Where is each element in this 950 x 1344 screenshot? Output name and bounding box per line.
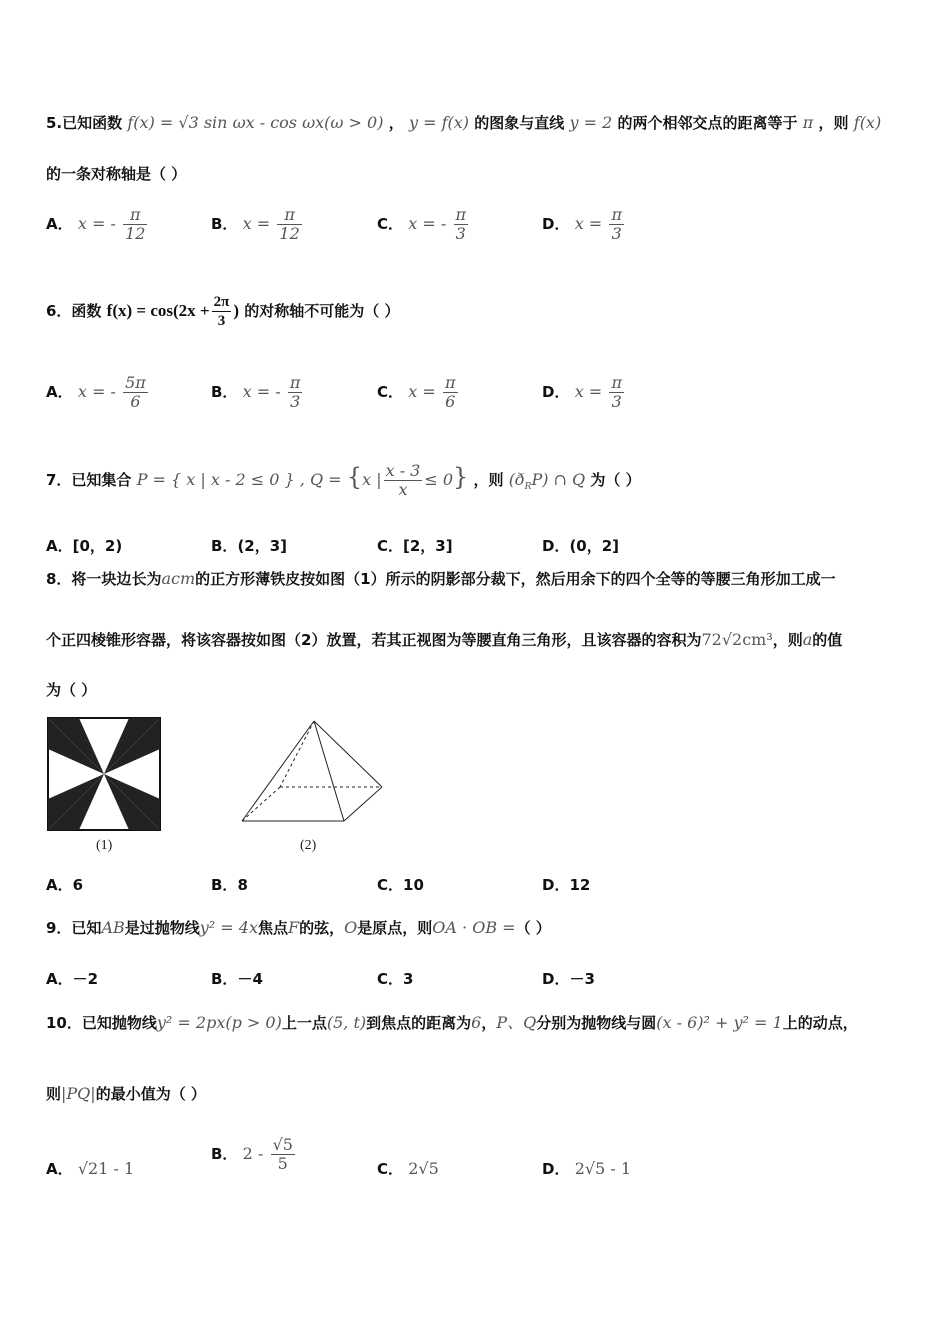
q8-text-1: 8．将一块边长为 bbox=[46, 570, 162, 588]
frac-den: 6 bbox=[445, 392, 456, 411]
q10-six: 6 bbox=[471, 1013, 482, 1032]
figure-2-caption: (2) bbox=[300, 838, 317, 853]
option-letter: B． bbox=[211, 970, 238, 988]
q10-circle: (x - 6)² + y² = 1 bbox=[656, 1013, 783, 1032]
q5-line1 bbox=[46, 113, 881, 133]
q8-text-4: ，则 bbox=[772, 631, 803, 649]
q5-function: f(x) = √3 sin ωx - cos ωx(ω > 0) bbox=[127, 113, 384, 132]
q6-option-a[interactable] bbox=[46, 374, 150, 411]
frac-den: 5 bbox=[277, 1154, 288, 1173]
q5-fx: f(x) bbox=[853, 113, 882, 132]
option-text: 3 bbox=[403, 970, 414, 988]
q6-option-b[interactable] bbox=[211, 374, 304, 411]
q10-abs-pq: |PQ| bbox=[61, 1084, 96, 1103]
frac-den: 3 bbox=[217, 313, 226, 329]
q10-option-c[interactable] bbox=[377, 1158, 439, 1179]
frac-num: π bbox=[123, 206, 147, 225]
option-lhs: x = bbox=[574, 382, 603, 401]
option-letter: B． bbox=[211, 215, 238, 233]
q9-text-2: 焦点 bbox=[258, 919, 289, 937]
frac-num: π bbox=[455, 205, 467, 224]
q5-option-d[interactable] bbox=[542, 206, 626, 243]
q7-line bbox=[46, 462, 641, 499]
frac-den: 3 bbox=[290, 392, 301, 411]
frac-den: 6 bbox=[130, 392, 141, 411]
q5-yfx: y = f(x) bbox=[408, 113, 469, 132]
option-letter: D． bbox=[542, 970, 570, 988]
q10-text-4: 分别为抛物线与圆 bbox=[536, 1014, 657, 1032]
figure-2-pyramid bbox=[238, 717, 388, 827]
q8-volume: 72√2cm³ bbox=[701, 630, 773, 649]
q6-function-lhs: f(x) = cos(2x + bbox=[106, 301, 210, 320]
q9-number-text: 9．已知 bbox=[46, 919, 102, 937]
q8-line1 bbox=[46, 569, 836, 589]
hidden-edge bbox=[280, 721, 314, 787]
q10-line1 bbox=[46, 1013, 858, 1033]
q8-text-3: 个正四棱锥形容器，将该容器按如图（2）放置，若其正视图为等腰直角三角形，且该容器的容积为 bbox=[46, 631, 702, 649]
option-lhs: x = - bbox=[77, 214, 116, 233]
option-letter: B． bbox=[211, 383, 238, 401]
q8-line3: 为（ ） bbox=[46, 681, 97, 699]
q10-text-5: 上的动点， bbox=[782, 1014, 858, 1032]
option-fraction bbox=[443, 374, 458, 411]
option-letter: C． bbox=[377, 876, 404, 894]
option-text: (2，3] bbox=[237, 537, 288, 555]
q9-option-a[interactable] bbox=[46, 968, 98, 989]
q6-line bbox=[46, 293, 399, 330]
option-letter: D． bbox=[542, 383, 570, 401]
option-lhs: x = bbox=[242, 214, 271, 233]
frac-den: 3 bbox=[611, 224, 622, 243]
q7-brace-right: } bbox=[453, 463, 469, 491]
q10-text-2: 到焦点的距离为 bbox=[366, 1014, 472, 1032]
q9-parabola: y² = 4x bbox=[199, 918, 258, 937]
q8-a: a bbox=[802, 630, 813, 649]
q10-text-1: 上一点 bbox=[281, 1014, 327, 1032]
option-letter: A． bbox=[46, 970, 73, 988]
q7-number-text: 7．已知集合 bbox=[46, 471, 132, 489]
q7-expr2: P) ∩ Q bbox=[531, 470, 586, 489]
q5-text-1: 的图象与直线 bbox=[474, 114, 565, 132]
q7-suffix: 为（ ） bbox=[590, 471, 641, 489]
q9-text-1: 是过抛物线 bbox=[124, 919, 200, 937]
option-letter: A． bbox=[46, 383, 73, 401]
option-text: [2，3] bbox=[403, 537, 453, 555]
option-text: [0，2) bbox=[72, 537, 123, 555]
option-fraction bbox=[123, 206, 147, 243]
option-letter: B． bbox=[211, 876, 238, 894]
q8-text-5: 的值 bbox=[812, 631, 843, 649]
option-letter: B． bbox=[211, 1145, 238, 1163]
q5-option-a[interactable] bbox=[46, 206, 149, 243]
q5-pi: π bbox=[802, 113, 814, 132]
q10-number-text: 10．已知抛物线 bbox=[46, 1014, 157, 1032]
q5-option-b[interactable] bbox=[211, 206, 304, 243]
q9-f: F bbox=[288, 918, 300, 937]
q7-set-q-left: x | bbox=[362, 470, 382, 489]
q10-pq: P、Q bbox=[496, 1013, 537, 1032]
q6-function-rhs: ) bbox=[233, 301, 239, 320]
q6-suffix: 的对称轴不可能为（ ） bbox=[244, 302, 400, 320]
figure-1-square bbox=[47, 717, 161, 831]
q10-point: (5, t) bbox=[326, 1013, 367, 1032]
q7-option-b[interactable] bbox=[211, 535, 287, 556]
q6-number-text: 6．函数 bbox=[46, 302, 102, 320]
option-letter: D． bbox=[542, 1160, 570, 1178]
q9-option-c[interactable] bbox=[377, 968, 413, 989]
q5-text-2: 的两个相邻交点的距离等于 bbox=[617, 114, 798, 132]
q7-option-a[interactable] bbox=[46, 535, 122, 556]
option-text: 10 bbox=[403, 876, 424, 894]
q7-set-p: P = { x | x - 2 ≤ 0 } , Q = bbox=[136, 470, 342, 489]
q5-option-c[interactable] bbox=[377, 206, 470, 243]
option-letter: A． bbox=[46, 1160, 73, 1178]
q5-line2: 的一条对称轴是（ ） bbox=[46, 165, 187, 183]
frac-num: π bbox=[289, 373, 301, 392]
option-lhs: x = - bbox=[242, 382, 281, 401]
option-text: －2 bbox=[72, 970, 99, 988]
q9-ab: AB bbox=[101, 918, 125, 937]
q6-fraction bbox=[212, 293, 232, 330]
option-letter: C． bbox=[377, 383, 404, 401]
option-letter: D． bbox=[542, 876, 570, 894]
option-text: 2√5 bbox=[408, 1159, 439, 1178]
q8-acm: acm bbox=[161, 569, 196, 588]
option-lhs: x = bbox=[574, 214, 603, 233]
q5-number-text: 5.已知函数 bbox=[46, 114, 123, 132]
option-lhs: x = - bbox=[77, 382, 116, 401]
q7-option-c[interactable] bbox=[377, 535, 453, 556]
q8-option-c[interactable] bbox=[377, 874, 424, 895]
pyramid-edge bbox=[242, 721, 314, 821]
frac-den: 3 bbox=[455, 224, 466, 243]
option-letter: C． bbox=[377, 1160, 404, 1178]
q7-sub: R bbox=[524, 482, 532, 492]
option-lhs: x = bbox=[408, 382, 436, 401]
frac-den: 3 bbox=[611, 392, 622, 411]
option-fraction bbox=[609, 374, 624, 411]
option-text: √21 - 1 bbox=[77, 1159, 135, 1178]
q10-text-3: ， bbox=[481, 1014, 497, 1032]
pyramid-base-edge bbox=[344, 787, 382, 821]
option-text: 2√5 - 1 bbox=[574, 1159, 631, 1178]
option-fraction bbox=[123, 374, 148, 411]
figure-1-caption: (1) bbox=[96, 838, 113, 853]
hidden-edge bbox=[242, 787, 280, 821]
frac-num: π bbox=[611, 373, 622, 392]
q10-text-6: 则 bbox=[46, 1085, 62, 1103]
q8-option-b[interactable] bbox=[211, 874, 248, 895]
q7-brace-left: { bbox=[346, 463, 363, 491]
q10-option-d[interactable] bbox=[542, 1158, 631, 1179]
q8-text-2: 的正方形薄铁皮按如图（1）所示的阴影部分裁下，然后用余下的四个全等的等腰三角形加工成一 bbox=[195, 570, 836, 588]
frac-num: 5π bbox=[125, 373, 146, 392]
option-fraction bbox=[454, 206, 469, 243]
q10-parabola: y² = 2px(p > 0) bbox=[156, 1013, 282, 1032]
q9-option-d[interactable] bbox=[542, 968, 595, 989]
option-letter: D． bbox=[542, 215, 570, 233]
q7-expr: (ð bbox=[508, 470, 525, 489]
q9-text-3: 的弦， bbox=[299, 919, 345, 937]
option-text: 12 bbox=[569, 876, 591, 894]
q10-option-b[interactable] bbox=[211, 1136, 297, 1173]
option-lhs: x = - bbox=[408, 214, 447, 233]
q9-dot-product: OA · OB = bbox=[432, 918, 516, 937]
option-fraction bbox=[271, 1136, 295, 1173]
option-letter: A． bbox=[46, 537, 73, 555]
frac-den: x bbox=[398, 480, 408, 499]
option-letter: C． bbox=[377, 215, 404, 233]
option-text: 8 bbox=[237, 876, 248, 894]
q7-mid: ，则 bbox=[473, 471, 504, 489]
option-letter: C． bbox=[377, 970, 404, 988]
frac-num: π bbox=[445, 373, 456, 392]
q9-line bbox=[46, 918, 551, 938]
q8-option-a[interactable] bbox=[46, 874, 83, 895]
option-letter: B． bbox=[211, 537, 238, 555]
q9-suffix: （ ） bbox=[515, 919, 551, 937]
option-letter: A． bbox=[46, 876, 73, 894]
q9-option-b[interactable] bbox=[211, 968, 263, 989]
q8-option-d[interactable] bbox=[542, 874, 590, 895]
option-fraction bbox=[609, 206, 624, 243]
q6-option-c[interactable] bbox=[377, 374, 460, 411]
frac-den: 12 bbox=[125, 224, 146, 243]
q7-fraction bbox=[384, 462, 423, 499]
option-fraction bbox=[288, 374, 303, 411]
q9-text-4: 是原点，则 bbox=[357, 919, 433, 937]
option-letter: C． bbox=[377, 537, 404, 555]
option-text: －3 bbox=[569, 970, 595, 988]
option-text: 6 bbox=[72, 876, 84, 894]
q7-option-d[interactable] bbox=[542, 535, 619, 556]
q5-line-y2: y = 2 bbox=[569, 113, 613, 132]
q5-text-3: ，则 bbox=[818, 114, 849, 132]
option-pre: 2 - bbox=[242, 1144, 264, 1163]
option-text: (0，2] bbox=[569, 537, 620, 555]
q5-comma: ， bbox=[388, 114, 404, 132]
frac-den: 12 bbox=[279, 224, 300, 243]
q10-line2 bbox=[46, 1084, 206, 1104]
option-letter: A． bbox=[46, 215, 73, 233]
q9-o: O bbox=[344, 918, 358, 937]
frac-num: x - 3 bbox=[385, 461, 421, 480]
q6-option-d[interactable] bbox=[542, 374, 626, 411]
q10-option-a[interactable] bbox=[46, 1158, 134, 1179]
frac-num: √5 bbox=[272, 1135, 293, 1154]
frac-num: 2π bbox=[213, 294, 230, 310]
frac-num: π bbox=[277, 206, 301, 225]
option-letter: D． bbox=[542, 537, 570, 555]
q8-line2 bbox=[46, 630, 842, 650]
option-text: －4 bbox=[237, 970, 263, 988]
frac-num: π bbox=[611, 205, 622, 224]
q10-text-7: 的最小值为（ ） bbox=[95, 1085, 206, 1103]
q7-set-q-right: ≤ 0 bbox=[424, 470, 454, 489]
option-fraction bbox=[277, 206, 301, 243]
